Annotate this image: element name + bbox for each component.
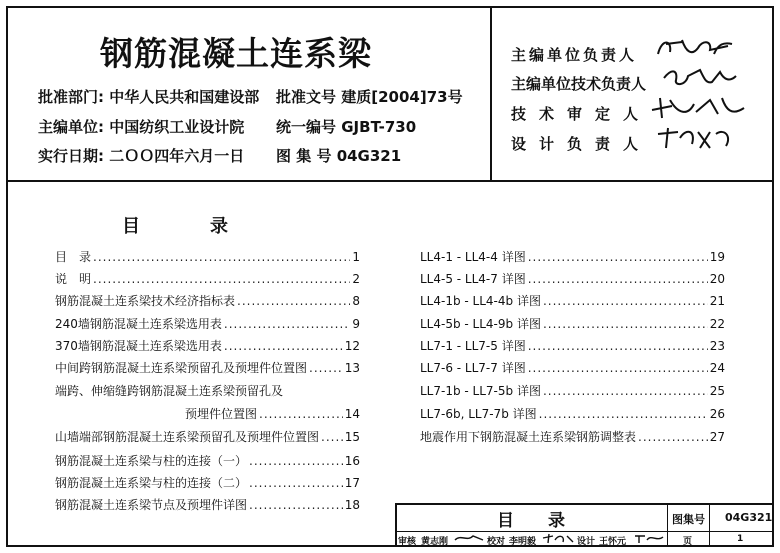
approval-dept-row [38, 86, 259, 107]
toc-entry-label: 240墙钢筋混凝土连系梁选用表 [55, 317, 222, 331]
impl-date-row [38, 145, 244, 166]
leader-dots [249, 452, 343, 470]
page-no: 1 [737, 534, 744, 544]
leader-dots [543, 292, 708, 310]
toc-entry[interactable] [55, 359, 360, 377]
atlas-no-row [276, 145, 401, 166]
review-label: 审核 [398, 537, 417, 547]
signature-image [660, 62, 740, 90]
unified-no: GJBT-730 [341, 118, 417, 136]
leader-dots [224, 315, 350, 333]
title-block [395, 503, 772, 545]
header-divider [6, 180, 774, 182]
toc-entry[interactable] [55, 428, 360, 446]
reviewer: 黄志刚 [421, 537, 449, 547]
toc-entry-label: 预埋件位置图 [185, 407, 258, 421]
impl-date-label: 实行日期: [38, 147, 104, 165]
toc-entry-page: 9 [352, 317, 360, 331]
toc-entry-label: LL4-5b - LL4-9b 详图 [420, 317, 541, 331]
design-label: 设计 [577, 537, 596, 547]
signature-image [648, 92, 748, 122]
toc-entry-label: LL4-5 - LL4-7 详图 [420, 272, 526, 286]
leader-dots [528, 248, 708, 266]
toc-entry-page: 27 [709, 430, 725, 444]
approval-doc: 建质[2004]73号 [341, 88, 463, 106]
leader-dots [93, 248, 350, 266]
atlas-no-label: 图集号 [672, 513, 705, 526]
toc-entry-label: LL7-6b, LL7-7b 详图 [420, 407, 537, 421]
leader-dots [528, 359, 708, 377]
toc-entry-label: 端跨、伸缩缝跨钢筋混凝土连系梁预留孔及 [55, 384, 284, 398]
unified-no-row [276, 116, 416, 137]
atlas-title: 钢筋混凝土连系梁 [100, 34, 372, 73]
chief-unit-label: 主编单位: [38, 118, 104, 136]
approval-doc-row [276, 86, 463, 107]
toc-entry-page: 14 [344, 407, 360, 421]
leader-dots [539, 405, 708, 423]
toc-entry[interactable] [420, 292, 725, 310]
header-vertical-divider [490, 6, 492, 181]
toc-entry-page: 21 [709, 294, 725, 308]
approval-dept-label: 批准部门: [38, 88, 104, 106]
responsible-role: 设计负责人 [511, 135, 652, 153]
toc-entry[interactable] [420, 359, 725, 377]
toc-entry-label: 370墙钢筋混凝土连系梁选用表 [55, 339, 222, 353]
toc-entry[interactable] [420, 270, 725, 288]
toc-entry-label: 钢筋混凝土连系梁技术经济指标表 [55, 294, 236, 308]
leader-dots [224, 337, 343, 355]
responsible-role: 主编单位技术负责人 [511, 75, 647, 93]
chief-unit-row [38, 116, 244, 137]
toc-entry[interactable] [185, 405, 360, 423]
leader-dots [237, 292, 350, 310]
signature-image [652, 34, 737, 62]
toc-entry[interactable] [55, 496, 360, 514]
toc-entry[interactable] [55, 452, 360, 470]
toc-entry-label: 钢筋混凝土连系梁与柱的连接（一） [55, 454, 248, 468]
responsible-role: 主编单位负责人 [511, 46, 638, 64]
sheet-title: 目 录 [497, 511, 565, 531]
toc-entry-page: 15 [344, 430, 360, 444]
leader-dots [638, 428, 708, 446]
toc-entry-page: 13 [344, 361, 360, 375]
toc-entry-label: 中间跨钢筋混凝土连系梁预留孔及预埋件位置图 [55, 361, 308, 375]
toc-entry-label: 山墙端部钢筋混凝土连系梁预留孔及预埋件位置图 [55, 430, 320, 444]
toc-entry-label: LL7-1 - LL7-5 详图 [420, 339, 526, 353]
toc-entry-page: 25 [709, 384, 725, 398]
responsible-role: 技术审定人 [511, 105, 652, 123]
leader-dots [528, 337, 708, 355]
toc-entry[interactable] [420, 382, 725, 400]
checker: 李明毅 [509, 537, 537, 547]
toc-entry[interactable] [55, 382, 360, 400]
toc-entry-label: 钢筋混凝土连系梁节点及预埋件详图 [55, 498, 248, 512]
unified-no-label: 统一编号 [276, 118, 337, 136]
toc-entry[interactable] [55, 474, 360, 492]
toc-title-right: 录 [210, 216, 228, 237]
leader-dots [249, 474, 343, 492]
toc-entry-label: 地震作用下钢筋混凝土连系梁钢筋调整表 [420, 430, 637, 444]
toc-entry[interactable] [55, 292, 360, 310]
toc-entry[interactable] [420, 337, 725, 355]
signature-image [633, 532, 665, 544]
atlas-no: 04G321 [336, 147, 402, 165]
toc-title-left: 目 [122, 216, 140, 237]
toc-entry[interactable] [420, 248, 725, 266]
toc-entry-page: 1 [352, 250, 360, 264]
toc-entry-label: LL7-1b - LL7-5b 详图 [420, 384, 541, 398]
toc-entry-page: 18 [344, 498, 360, 512]
toc-title [122, 212, 228, 238]
toc-entry[interactable] [420, 315, 725, 333]
toc-entry[interactable] [420, 428, 725, 446]
toc-entry-page: 20 [709, 272, 725, 286]
toc-entry-page: 19 [709, 250, 725, 264]
atlas-no: 04G321 [725, 511, 773, 524]
toc-entry-page: 24 [709, 361, 725, 375]
toc-entry[interactable] [55, 248, 360, 266]
approval-dept: 中华人民共和国建设部 [109, 88, 260, 106]
toc-entry-label: 说 明 [55, 272, 92, 286]
toc-entry-label: LL7-6 - LL7-7 详图 [420, 361, 526, 375]
leader-dots [93, 270, 350, 288]
toc-entry-page: 8 [352, 294, 360, 308]
toc-entry-page: 22 [709, 317, 725, 331]
approval-doc-label: 批准文号 [276, 88, 337, 106]
toc-entry-label: LL4-1b - LL4-4b 详图 [420, 294, 541, 308]
leader-dots [249, 496, 343, 514]
toc-entry-page: 16 [344, 454, 360, 468]
toc-entry-label: 钢筋混凝土连系梁与柱的连接（二） [55, 476, 248, 490]
toc-entry-label: 目 录 [55, 250, 92, 264]
chief-unit: 中国纺织工业设计院 [109, 118, 245, 136]
signature-image [453, 532, 485, 544]
leader-dots [528, 270, 708, 288]
toc-entry-page: 2 [352, 272, 360, 286]
toc-entry[interactable] [55, 315, 360, 333]
toc-entry-label: LL4-1 - LL4-4 详图 [420, 250, 526, 264]
toc-entry-page: 26 [709, 407, 725, 421]
check-label: 校对 [487, 537, 506, 547]
toc-entry-page: 12 [344, 339, 360, 353]
toc-entry-page: 17 [344, 476, 360, 490]
leader-dots [309, 359, 343, 377]
leader-dots [543, 315, 708, 333]
page-label: 页 [683, 537, 693, 547]
toc-entry[interactable] [420, 405, 725, 423]
designer: 王怀元 [599, 537, 627, 547]
toc-entry-page: 23 [709, 339, 725, 353]
atlas-no-label: 图 集 号 [276, 147, 332, 165]
leader-dots [259, 405, 343, 423]
toc-entry[interactable] [55, 270, 360, 288]
leader-dots [543, 382, 708, 400]
signature-image [541, 532, 575, 544]
impl-date: 二ＯＯ四年六月一日 [109, 147, 245, 165]
signature-image [652, 124, 738, 152]
toc-entry[interactable] [55, 337, 360, 355]
leader-dots [321, 428, 343, 446]
